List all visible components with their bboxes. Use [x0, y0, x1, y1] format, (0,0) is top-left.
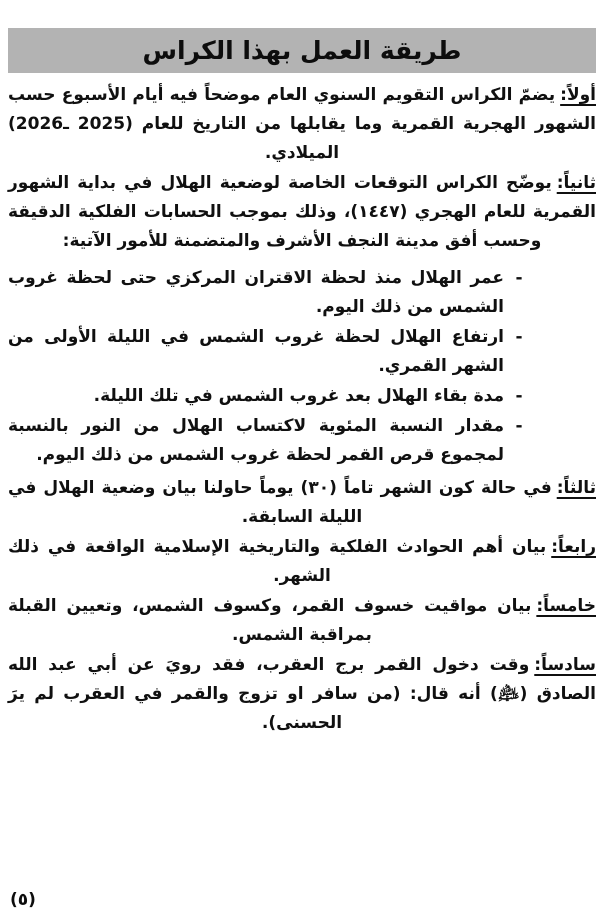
paragraph-third-text: في حالة كون الشهر تاماً (٣٠) يوماً حاولنا بيان وضعية الهلال في الليلة السابقة. [8, 478, 552, 527]
bullet-text: عمر الهلال منذ لحظة الاقتران المركزي حتى لحظة غروب الشمس من ذلك اليوم. [8, 268, 504, 317]
ordinal-label-fifth: خامساً: [536, 596, 596, 616]
ordinal-label-first: أولاً: [560, 85, 596, 105]
list-item [8, 323, 534, 381]
paragraph-sixth [8, 651, 596, 738]
list-item [8, 412, 534, 470]
paragraph-first [8, 81, 596, 168]
dash-bullet-icon: - [515, 327, 523, 347]
bullet-text: ارتفاع الهلال لحظة غروب الشمس في الليلة الأولى من الشهر القمري. [8, 327, 504, 376]
dash-bullet-icon: - [515, 268, 523, 288]
dash-bullet-icon: - [515, 416, 523, 436]
paragraph-fifth-text: بيان مواقيت خسوف القمر، وكسوف الشمس، وتعيين القبلة بمراقبة الشمس. [8, 596, 532, 645]
bullet-list [8, 264, 534, 470]
ordinal-label-third: ثالثاً: [556, 478, 596, 498]
paragraph-first-text: يضمّ الكراس التقويم السنوي العام موضحاً فيه أيام الأسبوع حسب الشهور الهجرية القمرية وما يقابلها من التاريخ للعام (2025 ـ2026) الميلادي. [8, 85, 596, 163]
ordinal-label-fourth: رابعاً: [551, 537, 596, 557]
paragraph-third [8, 474, 596, 532]
page-title: طريقة العمل بهذا الكراس [142, 36, 462, 65]
ordinal-label-sixth: سادساً: [534, 655, 596, 675]
paragraph-fifth [8, 592, 596, 650]
list-item [8, 264, 534, 322]
paragraph-fourth-text: بيان أهم الحوادث الفلكية والتاريخية الإسلامية الواقعة في ذلك الشهر. [8, 537, 547, 586]
ordinal-label-second: ثانياً: [556, 173, 596, 193]
paragraph-second-text: يوضّح الكراس التوقعات الخاصة لوضعية الهلال في بداية الشهور القمرية للعام الهجري (١٤٤٧)، وذلك بموجب الحسابات الفلكية الدقيقة وحسب أفق مدينة النجف الأشرف والمتضمنة للأمور الآتية: [8, 173, 596, 251]
list-item [8, 382, 534, 411]
title-bar [8, 28, 596, 73]
paragraph-second [8, 169, 596, 256]
dash-bullet-icon: - [515, 386, 523, 406]
paragraph-sixth-text: وقت دخول القمر برج العقرب، فقد رويَ عن أبي عبد الله الصادق (﵇) أنه قال: (من سافر او تزوج والقمر في العقرب لم يرَ الحسنى). [8, 655, 596, 733]
paragraph-fourth [8, 533, 596, 591]
page-number: (٥) [10, 890, 36, 910]
bullet-text: مقدار النسبة المئوية لاكتساب الهلال من النور بالنسبة لمجموع قرص القمر لحظة غروب الشمس من ذلك اليوم. [8, 416, 504, 465]
document-body [8, 81, 596, 738]
bullet-text: مدة بقاء الهلال بعد غروب الشمس في تلك الليلة. [93, 386, 504, 406]
